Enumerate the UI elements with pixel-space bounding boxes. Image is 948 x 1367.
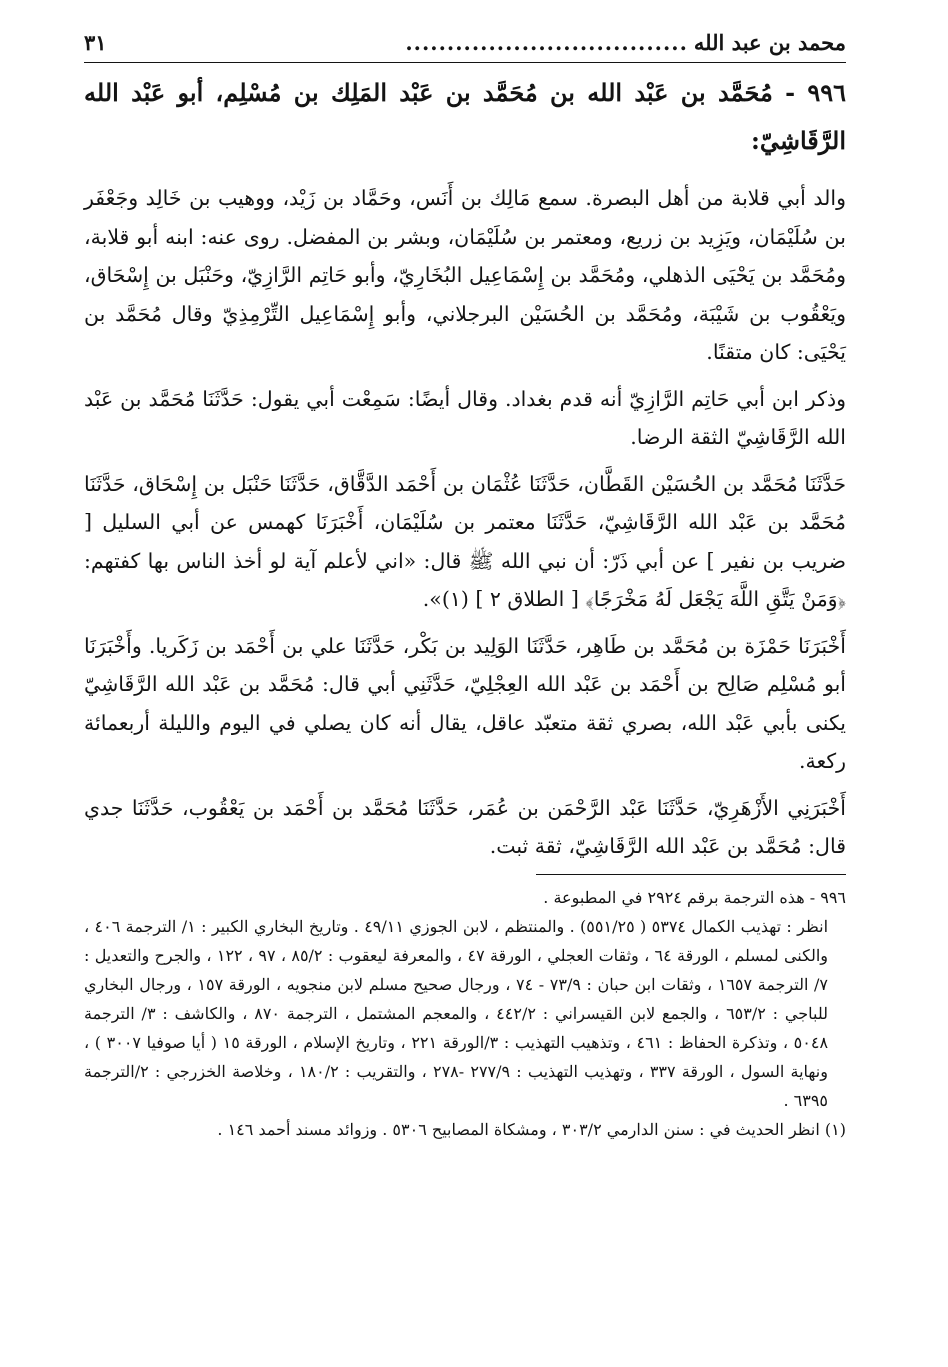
body-paragraph: أَخْبَرَنِي الأَزْهَرِيّ، حَدَّثَنَا عَبْد الرَّحْمَن بن عُمَر، حَدَّثَنَا مُحَمَّد بن أَحْمَد بن يَعْقُوب، حَدَّثَنَا جدي قال: مُحَمَّد بن عَبْد الله الرَّقَاشِيّ، ثقة ثبت. bbox=[84, 795, 846, 858]
running-head-dots: .................................. bbox=[405, 30, 688, 55]
page-number: ٣١ bbox=[84, 30, 107, 55]
footnote-references: انظر : تهذيب الكمال ٥٣٧٤ ( ٥٥١/٢٥) . والمنتظم ، لابن الجوزي ٤٩/١١ . وتاريخ البخاري الكبير : ١/ الترجمة ٤٠٦ ، والكنى لمسلم ، الورقة ٦٤ ، وثقات العجلي ، الورقة ٤٧ ، والمعرفة ليعقوب : ٨٥/٢ ، ٩٧ ، ١٢٢ ، والجرح والتعديل : ٧/ الترجمة ١٦٥٧ ، وثقات ابن حبان : ٧٣/٩ - ٧٤ ، ورجال صحيح مسلم لابن منجويه ، الورقة ١٥٧ ، ورجال البخاري للباجي : ٦٥٣/٢ ، والجمع لابن القيسراني : ٤٤٢/٢ ، والمعجم المشتمل ، الترجمة ٨٧٠ ، والكاشف : ٣/ الترجمة ٥٠٤٨ ، وتذكرة الحفاظ : ٤٦١ ، وتذهيب التهذيب : ٣/الورقة ٢٢١ ، وتاريخ الإسلام ، الورقة ١٥ ( أيا صوفيا ٣٠٠٧ ) ، ونهاية السول ، الورقة ٣٣٧ ، وتهذيب التهذيب : ٢٧٧/٩ -٢٧٨ ، والتقريب : ١٨٠/٢ ، وخلاصة الخزرجي : ٢/الترجمة ٦٣٩٥ . bbox=[84, 916, 829, 1110]
body-paragraph: والد أبي قلابة من أهل البصرة. سمع مَالِك بن أَنَس، وحَمَّاد بن زَيْد، ووهيب بن خَالِد وجَعْفَر بن سُلَيْمَان، ويَزِيد بن زريع، ومعتمر بن سُلَيْمَان، وبشر بن المفضل. روى عنه: ابنه أبو قلابة، ومُحَمَّد بن يَحْيَى الذهلي، ومُحَمَّد بن إِسْمَاعِيل البُخَارِيّ، وأبو حَاتِم الرَّازِيّ، وحَنْبَل بن إِسْحَاق، ويَعْقُوب بن شَيْبَة، ومُحَمَّد بن الحُسَيْن البرجلاني، وأبو إِسْمَاعِيل التِّرْمِذِيّ وقال مُحَمَّد بن يَحْيَى: كان متقنًا. bbox=[84, 186, 846, 364]
body-paragraph: أَخْبَرَنَا حَمْزَة بن مُحَمَّد بن طَاهِر، حَدَّثَنَا الوَلِيد بن بَكْر، حَدَّثَنَا علي بن أَحْمَد بن زَكَريا. وأَخْبَرَنَا أبو مُسْلِم صَالِح بن أَحْمَد بن عَبْد الله العِجْلِيّ، حَدَّثَنِي أبي قال: مُحَمَّد بن عَبْد الله الرَّقَاشِيّ يكنى بأبي عَبْد الله، بصري ثقة متعبّد عاقل، يقال أنه كان يصلي في اليوم والليلة أربعمائة ركعة. bbox=[84, 633, 846, 773]
entry-heading: ٩٩٦ - مُحَمَّد بن عَبْد الله بن مُحَمَّد بن عَبْد المَلِك بن مُسْلِم، أبو عَبْد الله الرَّقَاشِيّ: bbox=[84, 78, 846, 155]
footnote-divider bbox=[536, 874, 846, 875]
book-page bbox=[84, 26, 846, 1144]
footnote-1: (١) انظر الحديث في : سنن الدارمي ٣٠٣/٢ ، ومشكاة المصابيح ٥٣٠٦ . وزوائد مسند أحمد ١٤٦ . bbox=[217, 1119, 846, 1139]
running-head bbox=[84, 26, 846, 63]
running-head-title: محمد بن عبد الله bbox=[693, 30, 846, 55]
body-paragraph: وذكر ابن أبي حَاتِم الرَّازِيّ أنه قدم بغداد. وقال أيضًا: سَمِعْت أبي يقول: حَدَّثَنَا مُحَمَّد بن عَبْد الله الرَّقَاشِيّ الثقة الرضا. bbox=[84, 386, 846, 449]
body-paragraph: حَدَّثَنَا مُحَمَّد بن الحُسَيْن القَطَّان، حَدَّثَنَا عُثْمَان بن أَحْمَد الدَّقَّاق، حَدَّثَنَا حَنْبَل بن إِسْحَاق، حَدَّثَنَا مُحَمَّد بن عَبْد الله الرَّقَاشِيّ، حَدَّثَنَا معتمر بن سُلَيْمَان، أَخْبَرَنَا كهمس عن أبي السليل [ ضريب بن نفير ] عن أبي ذَرّ: أن نبي الله ﷺ قال: «اني لأعلم آية لو أخذ الناس بها كفتهم: ﴿وَمَنْ يَتَّقِ اللَّهَ يَجْعَل لَهُ مَخْرَجًا﴾ [ الطلاق ٢ ] (١)». bbox=[84, 471, 846, 611]
footnote-entry-note: ٩٩٦ - هذه الترجمة برقم ٢٩٢٤ في المطبوعة . bbox=[543, 887, 846, 907]
